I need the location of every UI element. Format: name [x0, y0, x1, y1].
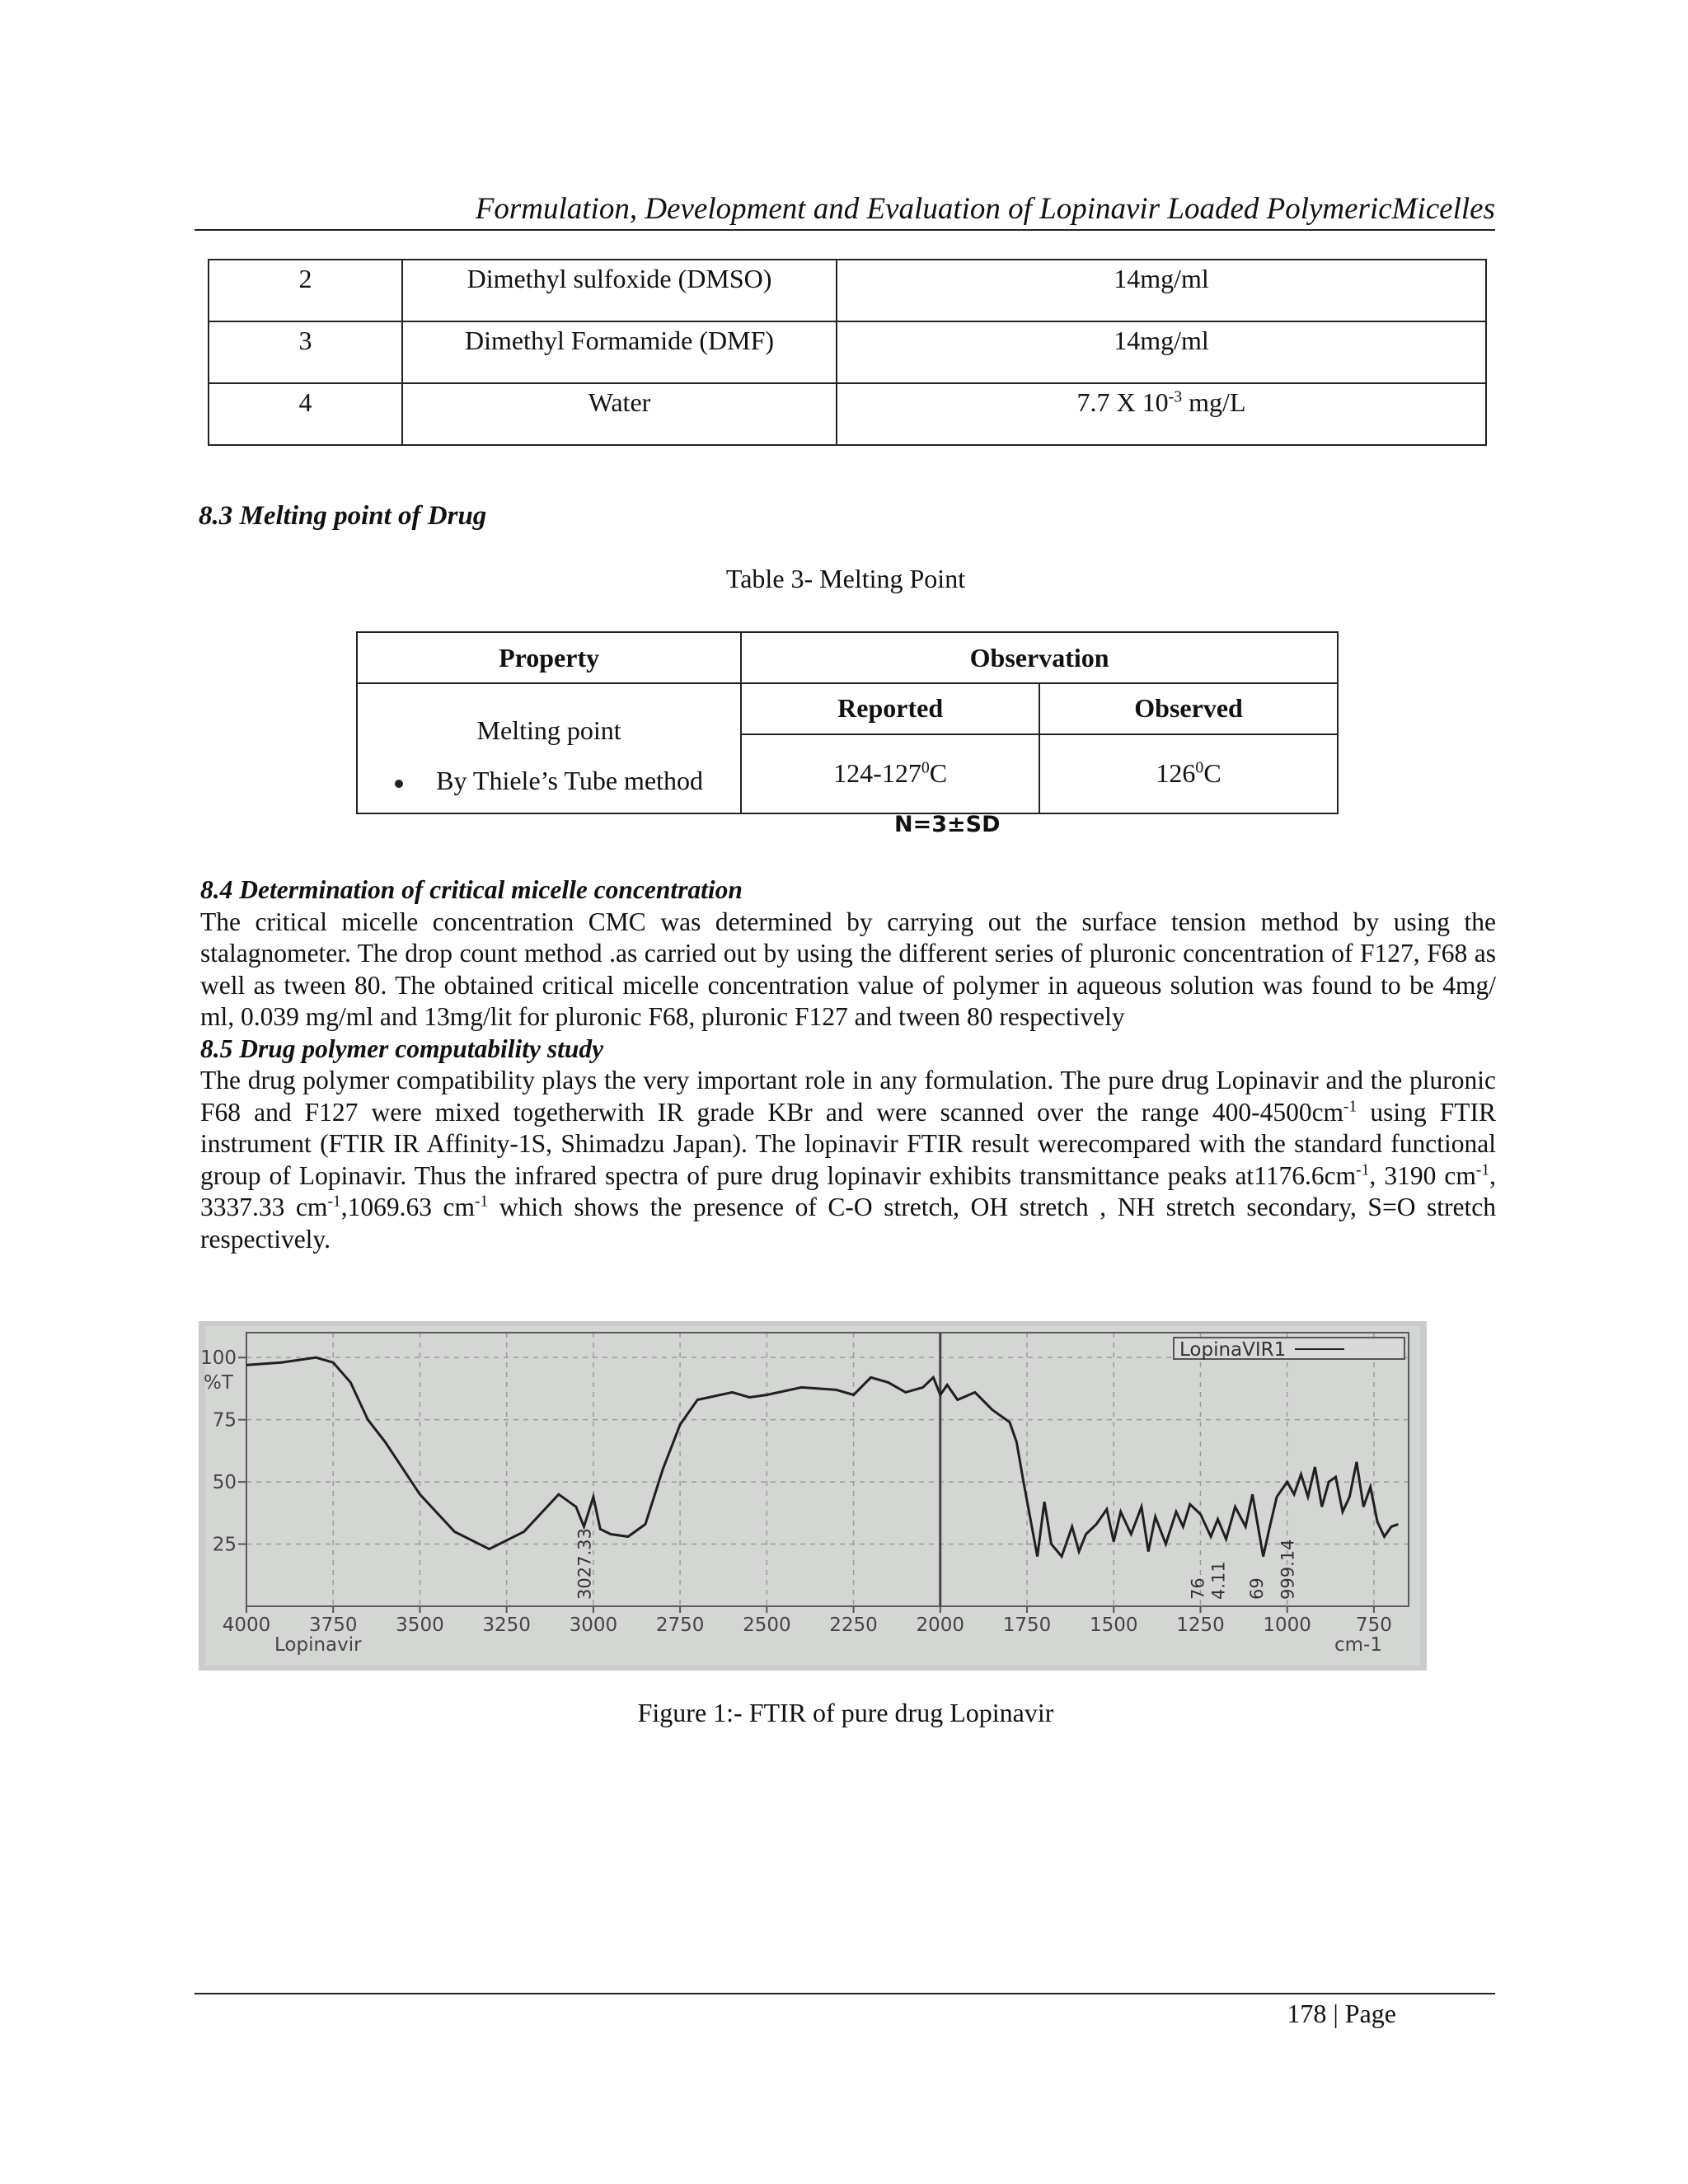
peak-label: 999.14	[1278, 1539, 1298, 1600]
peak-label: 76	[1188, 1577, 1208, 1600]
paragraph-cmc: The critical micelle concentration CMC was determined by carrying out the surface tension method by using the stalagnometer. The drop count method .as carried out by using the different series of pluronic concentration of F127, F68 as well as tween 80. The obtained critical micelle concentration value of polymer in aqueous solution was found to be 4mg/ ml, 0.039 mg/ml and 13mg/lit for pluronic F68, pluronic F127 and tween 80 respectively	[200, 907, 1496, 1031]
observed-unit: C	[1203, 758, 1221, 789]
column-header-observed: Observed	[1039, 683, 1338, 734]
superscript: -1	[1343, 1098, 1357, 1115]
header-rule	[195, 229, 1495, 231]
x-tick-label: 1000	[1263, 1615, 1311, 1636]
solubility-exponent: -3	[1168, 387, 1183, 406]
row-number: 3	[209, 321, 402, 383]
column-header-property: Property	[357, 632, 741, 683]
section-heading-8-4: 8.4 Determination of critical micelle concentration	[200, 875, 743, 904]
solubility-value: 14mg/ml	[837, 321, 1486, 383]
superscript: -1	[1475, 1161, 1490, 1179]
section-heading-8-3: 8.3 Melting point of Drug	[199, 501, 487, 531]
x-axis-unit: cm-1	[1334, 1634, 1382, 1656]
property-cell	[357, 683, 741, 813]
legend	[1174, 1338, 1404, 1361]
solubility-value	[837, 383, 1486, 445]
peak-label: 3027.33	[574, 1528, 595, 1600]
statistics-note: N=3±SD	[894, 812, 1001, 837]
x-tick-label: 1250	[1176, 1615, 1225, 1636]
column-header-observation: Observation	[741, 632, 1338, 683]
x-tick-label: 3000	[569, 1615, 618, 1636]
table-row	[209, 260, 1486, 321]
reported-unit: C	[929, 758, 948, 789]
y-tick-label: 50	[212, 1472, 237, 1494]
x-tick-label: 1750	[1002, 1615, 1052, 1636]
table-caption: Table 3- Melting Point	[725, 564, 966, 593]
row-number: 4	[209, 383, 402, 445]
bullet-icon	[395, 780, 403, 788]
x-tick-label: 4000	[222, 1615, 271, 1636]
x-tick-label: 2250	[829, 1615, 878, 1636]
y-tick-label: 75	[212, 1409, 237, 1432]
x-tick-label: 1500	[1089, 1615, 1138, 1636]
peak-label: 4.11	[1208, 1561, 1229, 1600]
x-tick-label: 3250	[482, 1615, 531, 1636]
solvent-name: Dimethyl sulfoxide (DMSO)	[402, 260, 837, 321]
x-tick-label: 2500	[743, 1615, 791, 1636]
solubility-unit: mg/L	[1182, 387, 1246, 417]
x-tick-label: 2000	[916, 1615, 965, 1636]
text-run: which shows the presence of C-O stretch, OH stretch , NH stretch secondary, S=O stretch respectively.	[200, 1193, 1496, 1254]
observed-number: 126	[1156, 758, 1196, 789]
reported-value	[741, 734, 1039, 813]
footer-rule	[195, 1993, 1495, 1994]
solubility-value: 14mg/ml	[837, 260, 1486, 321]
superscript: -1	[327, 1193, 341, 1211]
method-label: By Thiele’s Tube method	[436, 766, 704, 795]
table-subheader-row	[357, 683, 1338, 734]
text-run: , 3190 cm	[1369, 1160, 1476, 1190]
legend-label: LopinaVIR1	[1179, 1339, 1287, 1361]
x-tick-label: 3500	[396, 1615, 444, 1636]
table-row	[209, 321, 1486, 383]
y-axis-unit: %T	[204, 1372, 233, 1394]
reported-number: 124-127	[833, 758, 921, 789]
text-run: ,1069.63 cm	[340, 1193, 476, 1221]
section-heading-8-5: 8.5 Drug polymer computability study	[200, 1033, 604, 1063]
superscript: -1	[1356, 1161, 1370, 1179]
ftir-figure	[199, 1321, 1427, 1671]
plot-background	[205, 1326, 1420, 1666]
peak-label: 69	[1246, 1577, 1267, 1600]
solvent-name: Water	[402, 383, 837, 445]
method-bullet	[358, 766, 740, 796]
solvent-name: Dimethyl Formamide (DMF)	[402, 321, 837, 383]
y-tick-label: 25	[212, 1534, 237, 1556]
degree-mark: 0	[1195, 758, 1204, 777]
ftir-spectrum-chart	[199, 1321, 1427, 1671]
paragraph-compatibility	[200, 1065, 1496, 1255]
text-run: The drug polymer compatibility plays the very important role in any formulation. The pure drug Lopinavir and the pluronic F68 and F127 were mixed togetherwith IR grade KBr and were scanned over the range 400-4500cm	[200, 1066, 1496, 1127]
melting-point-table	[356, 631, 1339, 814]
text-run: using FTIR instrument (FTIR IR Affinity-1S, Shimadzu Japan). The lopinavir FTIR result werecompared with the standard functional group of Lopinavir. Thus the infrared spectra of pure drug lopinavir exhibits transmittance peaks at1176.6cm	[200, 1097, 1496, 1190]
solubility-base: 7.7 X 10	[1076, 387, 1169, 417]
column-header-reported: Reported	[741, 683, 1039, 734]
observed-value	[1039, 734, 1338, 813]
running-header: Formulation, Development and Evaluation of Lopinavir Loaded PolymericMicelles	[475, 192, 1495, 226]
solubility-table	[208, 259, 1487, 446]
table-header-row	[357, 632, 1338, 683]
page-number: 178 | Page	[1287, 1999, 1396, 2028]
row-number: 2	[209, 260, 402, 321]
property-label: Melting point	[476, 715, 621, 745]
y-tick-label: 100	[200, 1347, 237, 1370]
text-run: , 3337.33 cm	[200, 1160, 1496, 1221]
figure-caption: Figure 1:- FTIR of pure drug Lopinavir	[637, 1698, 1054, 1727]
x-tick-label: 2750	[655, 1615, 705, 1636]
x-tick-label: 750	[1355, 1615, 1392, 1636]
sample-label: Lopinavir	[274, 1634, 362, 1656]
x-tick-label: 3750	[308, 1615, 358, 1636]
superscript: -1	[475, 1193, 489, 1211]
body-text	[200, 874, 1496, 1255]
degree-mark: 0	[921, 758, 930, 777]
table-row	[209, 383, 1486, 445]
